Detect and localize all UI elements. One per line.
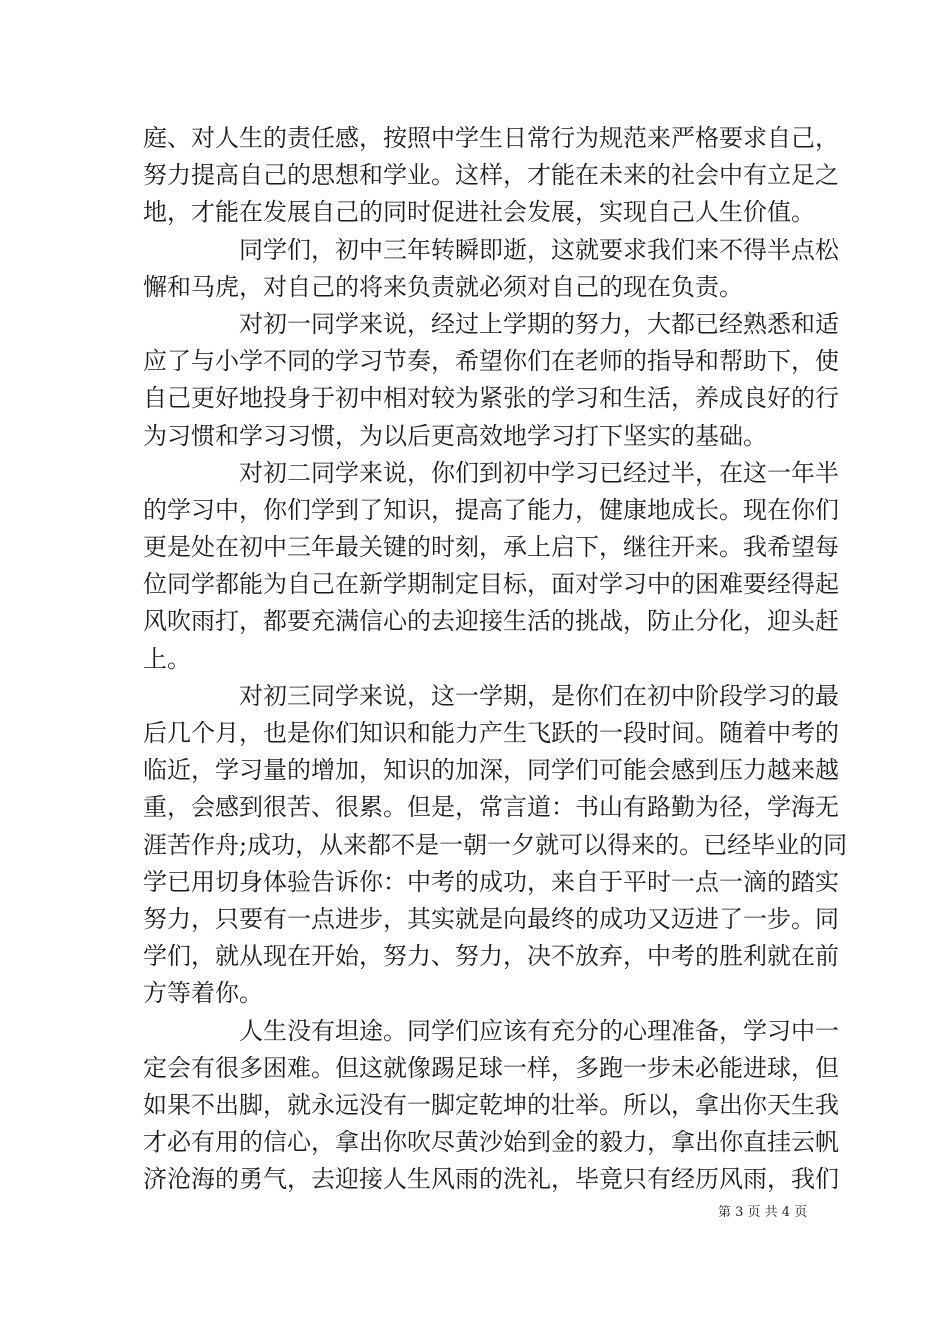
text-line: 对初二同学来说，你们到初中学习已经过半，在这一年半 <box>239 458 839 487</box>
page-number: 第 3 页 共 4 页 <box>718 1205 808 1220</box>
text-line: 懈和马虎，对自己的将来负责就必须对自己的现在负责。 <box>143 272 743 301</box>
text-line: 人生没有坦途。同学们应该有充分的心理准备，学习中一 <box>239 1016 839 1045</box>
text-line: 地，才能在发展自己的同时促进社会发展，实现自己人生价值。 <box>143 198 815 227</box>
text-line: 努力，只要有一点进步，其实就是向最终的成功又迈进了一步。同 <box>143 904 839 933</box>
text-line: 重，会感到很苦、很累。但是，常言道：书山有路勤为径，学海无 <box>143 793 839 822</box>
text-line: 学们，就从现在开始，努力、努力，决不放弃，中考的胜利就在前 <box>143 942 839 971</box>
text-line: 对初一同学来说，经过上学期的努力，大都已经熟悉和适 <box>239 309 839 338</box>
text-line: 同学们，初中三年转瞬即逝，这就要求我们来不得半点松 <box>239 235 839 264</box>
text-line: 位同学都能为自己在新学期制定目标，面对学习中的困难要经得起 <box>143 570 839 599</box>
text-line: 为习惯和学习习惯，为以后更高效地学习打下坚实的基础。 <box>143 421 767 450</box>
text-line: 济沧海的勇气，去迎接人生风雨的洗礼，毕竟只有经历风雨，我们 <box>143 1165 839 1194</box>
text-line: 临近，学习量的增加，知识的加深，同学们可能会感到压力越来越 <box>143 756 839 785</box>
text-line: 学已用切身体验告诉你：中考的成功，来自于平时一点一滴的踏实 <box>143 867 839 896</box>
text-line: 自己更好地投身于初中相对较为紧张的学习和生活，养成良好的行 <box>143 384 839 413</box>
text-line: 如果不出脚，就永远没有一脚定乾坤的壮举。所以，拿出你天生我 <box>143 1090 839 1119</box>
text-line: 应了与小学不同的学习节奏，希望你们在老师的指导和帮助下，使 <box>143 347 839 376</box>
text-line: 涯苦作舟;成功，从来都不是一朝一夕就可以得来的。已经毕业的同 <box>143 830 848 859</box>
text-line: 定会有很多困难。但这就像踢足球一样，多跑一步未必能进球，但 <box>143 1053 839 1082</box>
text-line: 的学习中，你们学到了知识，提高了能力，健康地成长。现在你们 <box>143 495 839 524</box>
document-body <box>143 120 848 1198</box>
text-line: 对初三同学来说，这一学期，是你们在初中阶段学习的最 <box>239 681 839 710</box>
text-line: 风吹雨打，都要充满信心的去迎接生活的挑战，防止分化，迎头赶 <box>143 607 839 636</box>
text-line: 方等着你。 <box>143 979 263 1008</box>
text-line: 努力提高自己的思想和学业。这样，才能在未来的社会中有立足之 <box>143 161 839 190</box>
text-line: 上。 <box>143 644 191 673</box>
text-line: 庭、对人生的责任感，按照中学生日常行为规范来严格要求自己， <box>143 124 839 152</box>
text-line: 才必有用的信心，拿出你吹尽黄沙始到金的毅力，拿出你直挂云帆 <box>143 1128 839 1157</box>
text-line: 后几个月，也是你们知识和能力产生飞跃的一段时间。随着中考的 <box>143 719 839 747</box>
text-line: 更是处在初中三年最关键的时刻，承上启下，继往开来。我希望每 <box>143 533 839 562</box>
